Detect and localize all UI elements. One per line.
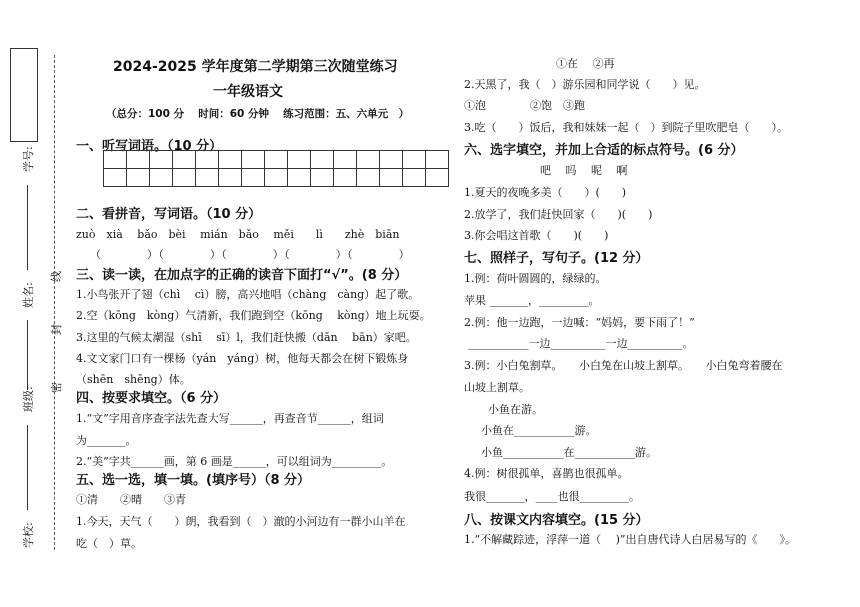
name-line[interactable] bbox=[27, 320, 28, 390]
s6-word-choices: 吧 吗 呢 啊 bbox=[540, 164, 628, 177]
s3-line-5: （shēn shēng）体。 bbox=[76, 373, 191, 386]
name-label: 姓名: bbox=[22, 282, 35, 308]
section-4-title: 四、按要求填空。（6 分） bbox=[76, 391, 227, 406]
score-box bbox=[10, 48, 38, 142]
s4-line-1: 1.“文”字用音序查字法先查大写______，再查音节______，组词 bbox=[76, 412, 384, 425]
r-options-2: ①泡 ②饱 ③跑 bbox=[464, 99, 585, 112]
s5-options: ①清 ②晴 ③青 bbox=[76, 493, 186, 506]
s4-line-2: 为_______。 bbox=[76, 434, 137, 447]
s8-line-1: 1.“不解藏踪迹，浮萍一道（ )”出自唐代诗人白居易写的《 》。 bbox=[464, 533, 797, 546]
s7-line-10: 4.例：树很孤单，喜鹊也很孤单。 bbox=[464, 467, 629, 480]
student-no-line[interactable] bbox=[27, 185, 28, 270]
s6-line-1: 1.夏天的夜晚多美（ ）( ) bbox=[464, 186, 627, 199]
school-label: 学校: bbox=[22, 522, 35, 548]
s7-line-11: 我很_______，____也很_________。 bbox=[464, 490, 640, 503]
s7-line-5: 3.例：小白兔割草。 小白兔在山坡上割草。 小白兔弯着腰在 bbox=[464, 359, 783, 372]
s5-line-2: 吃（ ）草。 bbox=[76, 537, 142, 550]
s7-line-1: 1.例：荷叶圆圆的，绿绿的。 bbox=[464, 272, 607, 285]
s3-line-1: 1.小鸟张开了翅（chì cì）膀，高兴地唱（chàng càng）起了歌。 bbox=[76, 288, 420, 301]
s7-line-6: 山坡上割草。 bbox=[464, 381, 530, 394]
s4-line-3: 2.“美”字共______画，第 6 画是______，可以组词为_________。 bbox=[76, 455, 393, 468]
seal-char-secret: 密 bbox=[50, 382, 63, 393]
s3-line-3: 3.这里的气候太潮湿（shī sī）l，我们赶快搬（dān bān）家吧。 bbox=[76, 331, 417, 344]
section-1-title: 一、听写词语。（10 分） bbox=[76, 139, 223, 154]
s7-line-9: 小鱼___________在___________游。 bbox=[481, 446, 657, 459]
student-no-label: 学号: bbox=[22, 146, 35, 172]
section-7-title: 七、照样子，写句子。(12 分） bbox=[464, 251, 649, 266]
s5-line-1: 1.今天，天气（ ）朗，我看到（ ）澈的小河边有一群小山羊在 bbox=[76, 515, 406, 528]
s7-line-8: 小鱼在___________游。 bbox=[481, 424, 597, 437]
exam-title: 2024-2025 学年度第二学期第三次随堂练习 bbox=[113, 59, 398, 75]
exam-info: （总分：100 分 时间：60 分钟 练习范围：五、六单元 ） bbox=[106, 108, 410, 120]
binding-dashed-line bbox=[54, 55, 55, 550]
dictation-grid[interactable] bbox=[103, 150, 449, 187]
seal-char-line: 线 bbox=[50, 271, 63, 282]
s7-line-2: 苹果 _______，_________。 bbox=[464, 294, 600, 307]
r-options-1: ①在 ②再 bbox=[556, 57, 615, 70]
s7-line-7: 小鱼在游。 bbox=[488, 403, 543, 416]
section-6-title: 六、选字填空，并加上合适的标点符号。(6 分） bbox=[464, 143, 744, 158]
section-3-title: 三、读一读，在加点字的正确的读音下面打“√”。(8 分） bbox=[76, 268, 408, 283]
s6-line-3: 3.你会唱这首歌（ )( ) bbox=[464, 229, 609, 242]
section-5-title: 五、选一选，填一填。(填序号）（8 分） bbox=[76, 473, 311, 488]
seal-char-seal: 封 bbox=[50, 324, 63, 335]
pinyin-row: zuò xià bǎo bèi mián bǎo měi lì zhè biān bbox=[76, 228, 400, 241]
s7-line-3: 2.例：他一边跑，一边喊：“妈妈，要下雨了！” bbox=[464, 316, 695, 329]
r-line-1: 2.天黑了，我（ ）游乐园和同学说（ ）见。 bbox=[464, 78, 706, 91]
class-label: 班级: bbox=[22, 386, 35, 412]
r-line-2: 3.吃（ ）饭后，我和妹妹一起（ ）到院子里吹肥皂（ ）。 bbox=[464, 121, 788, 134]
s3-line-4: 4.文文家门口有一棵杨（yán yáng）树，他每天都会在树下锻炼身 bbox=[76, 352, 409, 365]
pinyin-answer-brackets[interactable]: （ ）（ ）（ ）（ ）（ ） bbox=[90, 248, 410, 261]
class-line[interactable] bbox=[27, 425, 28, 510]
s3-line-2: 2.空（kōng kòng）气清新，我们跑到空（kōng kòng）地上玩耍。 bbox=[76, 309, 431, 322]
s7-line-4: ___________一边__________一边__________。 bbox=[468, 337, 694, 350]
section-2-title: 二、看拼音，写词语。（10 分） bbox=[76, 207, 262, 222]
s6-line-2: 2.放学了，我们赶快回家（ )( ) bbox=[464, 208, 653, 221]
exam-subtitle: 一年级语文 bbox=[213, 84, 283, 100]
section-8-title: 八、按课文内容填空。(15 分） bbox=[464, 513, 649, 528]
